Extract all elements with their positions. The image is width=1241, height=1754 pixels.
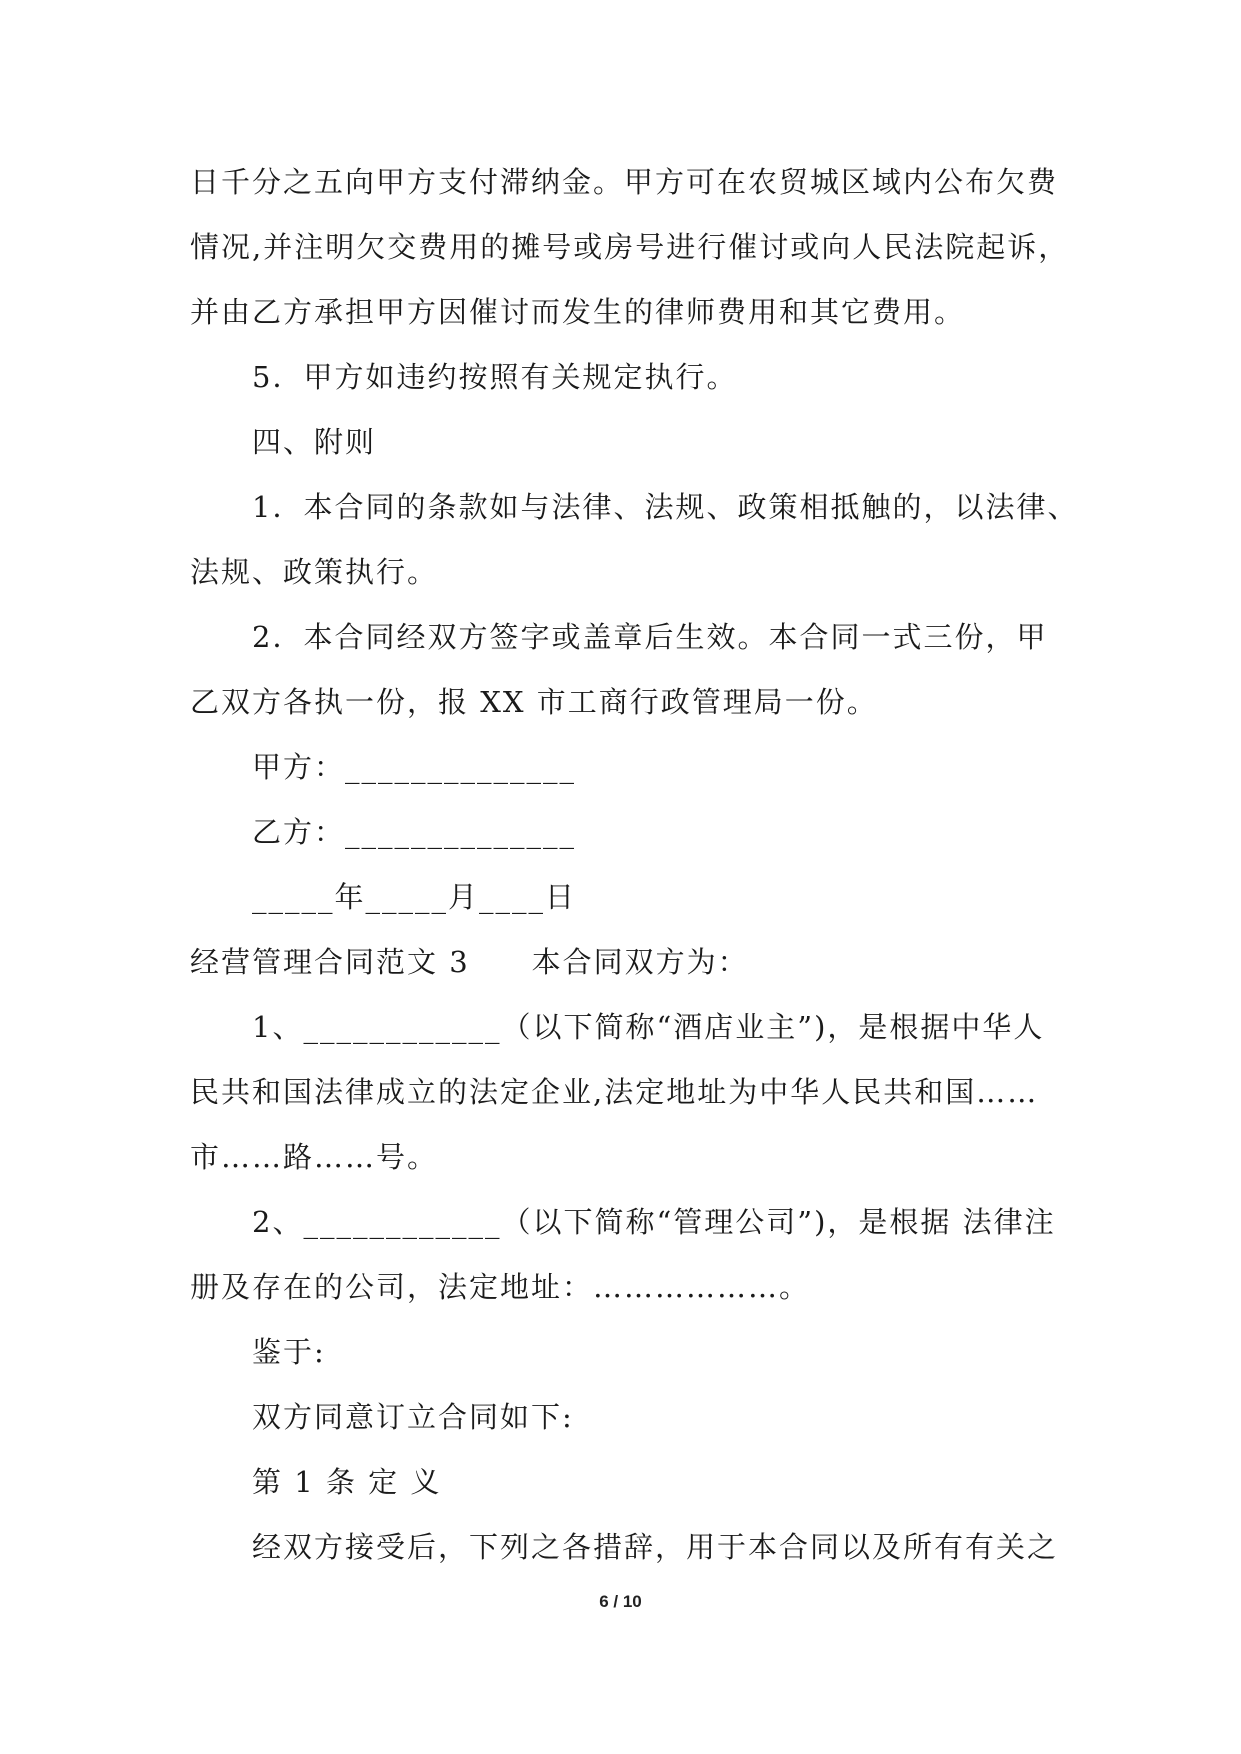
text-line: 册及存在的公司，法定地址：………………。 [190,1270,811,1304]
text-line: 5．甲方如违约按照有关规定执行。 [252,360,738,394]
signature-date: _____年_____月____日 [252,880,577,914]
text-line: 法规、政策执行。 [190,555,439,589]
text-line: 经双方接受后，下列之各措辞，用于本合同以及所有有关之 [252,1530,1059,1564]
text-line: 1、____________（以下简称“酒店业主”)，是根据中华人 [252,1010,1045,1044]
text-line: 2．本合同经双方签字或盖章后生效。本合同一式三份，甲 [252,620,1048,654]
text-line: 2、____________（以下简称“管理公司”)，是根据 法律注 [252,1205,1056,1239]
section-title: 经营管理合同范文 3 本合同双方为： [190,945,749,979]
article-heading: 第 1 条 定 义 [252,1465,442,1499]
text-line: 日千分之五向甲方支付滞纳金。甲方可在农贸城区域内公布欠费 [190,165,1059,199]
text-line: 市……路……号。 [190,1140,439,1174]
text-line: 并由乙方承担甲方因催讨而发生的律师费用和其它费用。 [190,295,966,329]
signature-party-a: 甲方：______________ [252,750,577,784]
text-line: 1．本合同的条款如与法律、法规、政策相抵触的，以法律、 [252,490,1079,524]
text-line: 双方同意订立合同如下: [252,1400,574,1434]
text-line: 民共和国法律成立的法定企业,法定地址为中华人民共和国…… [190,1075,1039,1109]
signature-party-b: 乙方：______________ [252,815,577,849]
text-line: 鉴于: [252,1335,326,1369]
text-line: 乙双方各执一份，报 XX 市工商行政管理局一份。 [190,685,878,719]
section-heading: 四、附则 [252,425,377,459]
text-line: 情况,并注明欠交费用的摊号或房号进行催讨或向人民法院起诉， [190,230,1070,264]
page-number: 6 / 10 [599,1592,642,1611]
